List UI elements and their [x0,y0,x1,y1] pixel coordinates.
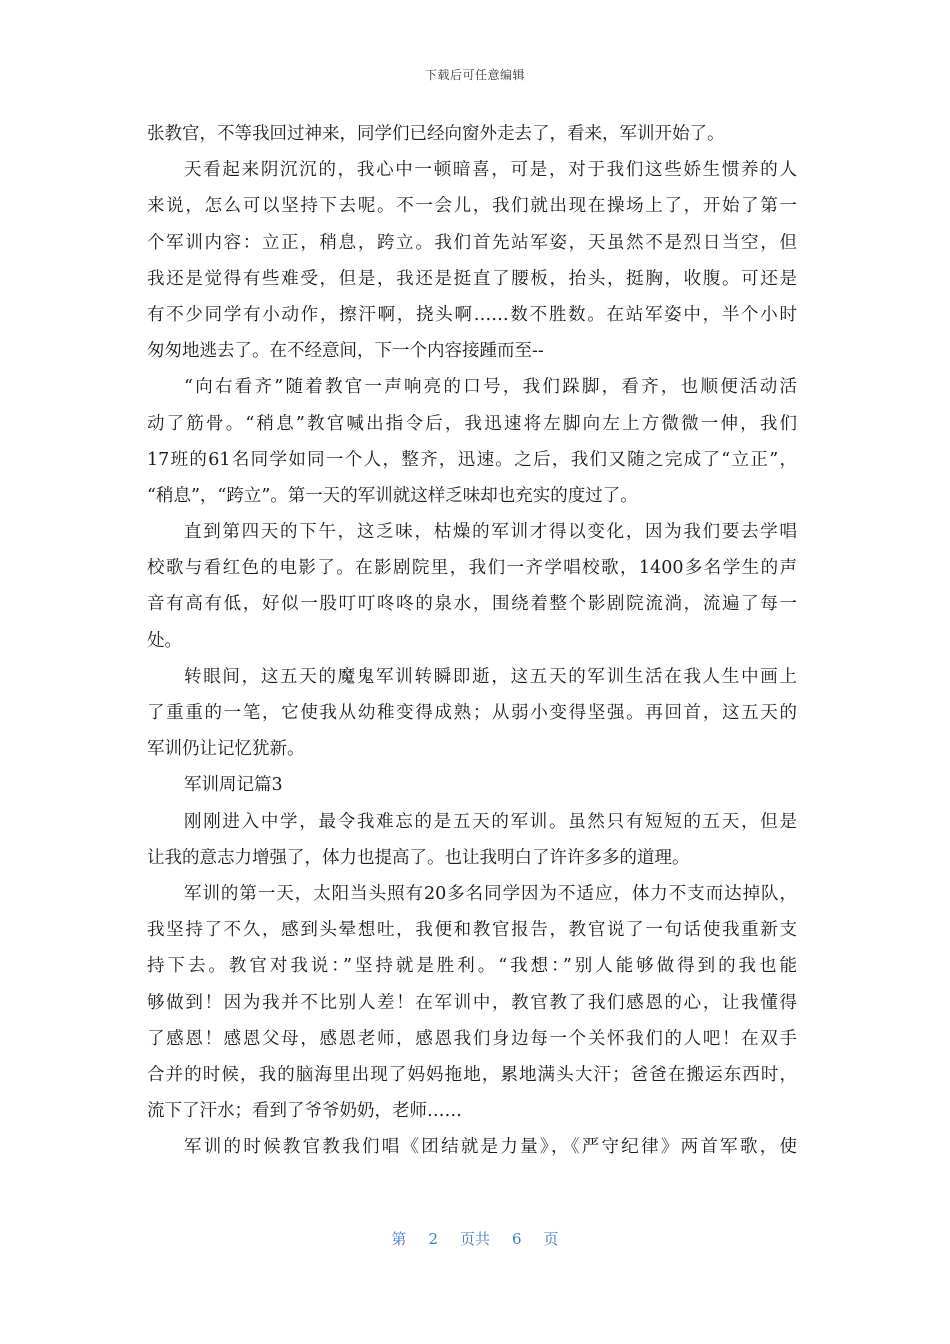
text-line: “稍息”，“跨立”。第一天的军训就这样乏味却也充实的度过了。 [147,485,638,506]
text-line: 处。 [147,630,182,651]
text-line: 够做到！因为我并不比别人差！在军训中，教官教了我们感恩的心，让我懂得 [147,992,797,1013]
text-line: 流下了汗水；看到了爷爷奶奶，老师…… [147,1101,462,1122]
page-footer [0,1228,950,1249]
text-line: 动了筋骨。“稍息”教官喊出指令后，我迅速将左脚向左上方微微一伸，我们 [147,413,797,434]
text-line: “向右看齐”随着教官一声响亮的口号，我们跺脚，看齐，也顺便活动活 [184,377,797,398]
text-line: 直到第四天的下午，这乏味，枯燥的军训才得以变化，因为我们要去学唱 [184,522,797,543]
text-line: 音有高有低，好似一股叮叮咚咚的泉水，围绕着整个影剧院流淌，流遍了每一 [147,594,797,615]
footer-prefix: 第 [391,1230,407,1248]
footer-current-page: 2 [428,1230,438,1248]
text-line: 了感恩！感恩父母，感恩老师，感恩我们身边每一个关怀我们的人吧！在双手 [147,1028,797,1049]
text-line: 来说，怎么可以坚持下去呢。不一会儿，我们就出现在操场上了，开始了第一 [147,196,797,217]
text-line: 转眼间，这五天的魔鬼军训转瞬即逝，这五天的军训生活在我人生中画上 [184,666,797,687]
footer-middle: 页共 [459,1230,490,1248]
page-header-note: 下载后可任意编辑 [424,68,525,82]
text-line: 刚刚进入中学，最令我难忘的是五天的军训。虽然只有短短的五天，但是 [184,811,797,832]
text-line: 军训的时候教官教我们唱《团结就是力量》，《严守纪律》两首军歌，使 [184,1137,797,1158]
document-body [147,116,797,1165]
text-line: 合并的时候，我的脑海里出现了妈妈拖地，累地满头大汗；爸爸在搬运东西时， [147,1064,797,1085]
text-line: 张教官，不等我回过神来，同学们已经向窗外走去了，看来，军训开始了。 [147,124,725,144]
text-line: 持下去。教官对我说：”坚持就是胜利。“我想：”别人能够做得到的我也能 [147,956,797,977]
footer-total-pages: 6 [512,1230,522,1248]
text-line: 个军训内容：立正，稍息，跨立。我们首先站军姿，天虽然不是烈日当空，但 [147,232,797,253]
text-line: 天看起来阴沉沉的，我心中一顿暗喜，可是，对于我们这些娇生惯养的人 [184,160,797,181]
footer-suffix: 页 [543,1230,559,1248]
text-line: 我坚持了不久，感到头晕想吐，我便和教官报告，教官说了一句话使我重新支 [147,920,797,941]
text-line: 军训周记篇3 [184,775,283,796]
text-line: 军训仍让记忆犹新。 [147,739,305,760]
text-line: 有不少同学有小动作，擦汗啊，挠头啊……数不胜数。在站军姿中，半个小时 [147,304,797,325]
text-line: 我还是觉得有些难受，但是，我还是挺直了腰板，抬头，挺胸，收腹。可还是 [147,268,797,289]
text-line: 军训的第一天，太阳当头照有20多名同学因为不适应，体力不支而达掉队， [184,883,797,904]
text-line: 校歌与看红色的电影了。在影剧院里，我们一齐学唱校歌，1400多名学生的声 [147,558,797,579]
text-line: 让我的意志力增强了，体力也提高了。也让我明白了许许多多的道理。 [147,847,690,868]
text-line: 匆匆地逃去了。在不经意间，下一个内容接踵而至-- [147,341,544,362]
text-line: 17班的61名同学如同一个人，整齐，迅速。之后，我们又随之完成了“立正”， [147,449,797,470]
text-line: 了重重的一笔，它使我从幼稚变得成熟；从弱小变得坚强。再回首，这五天的 [147,703,797,723]
